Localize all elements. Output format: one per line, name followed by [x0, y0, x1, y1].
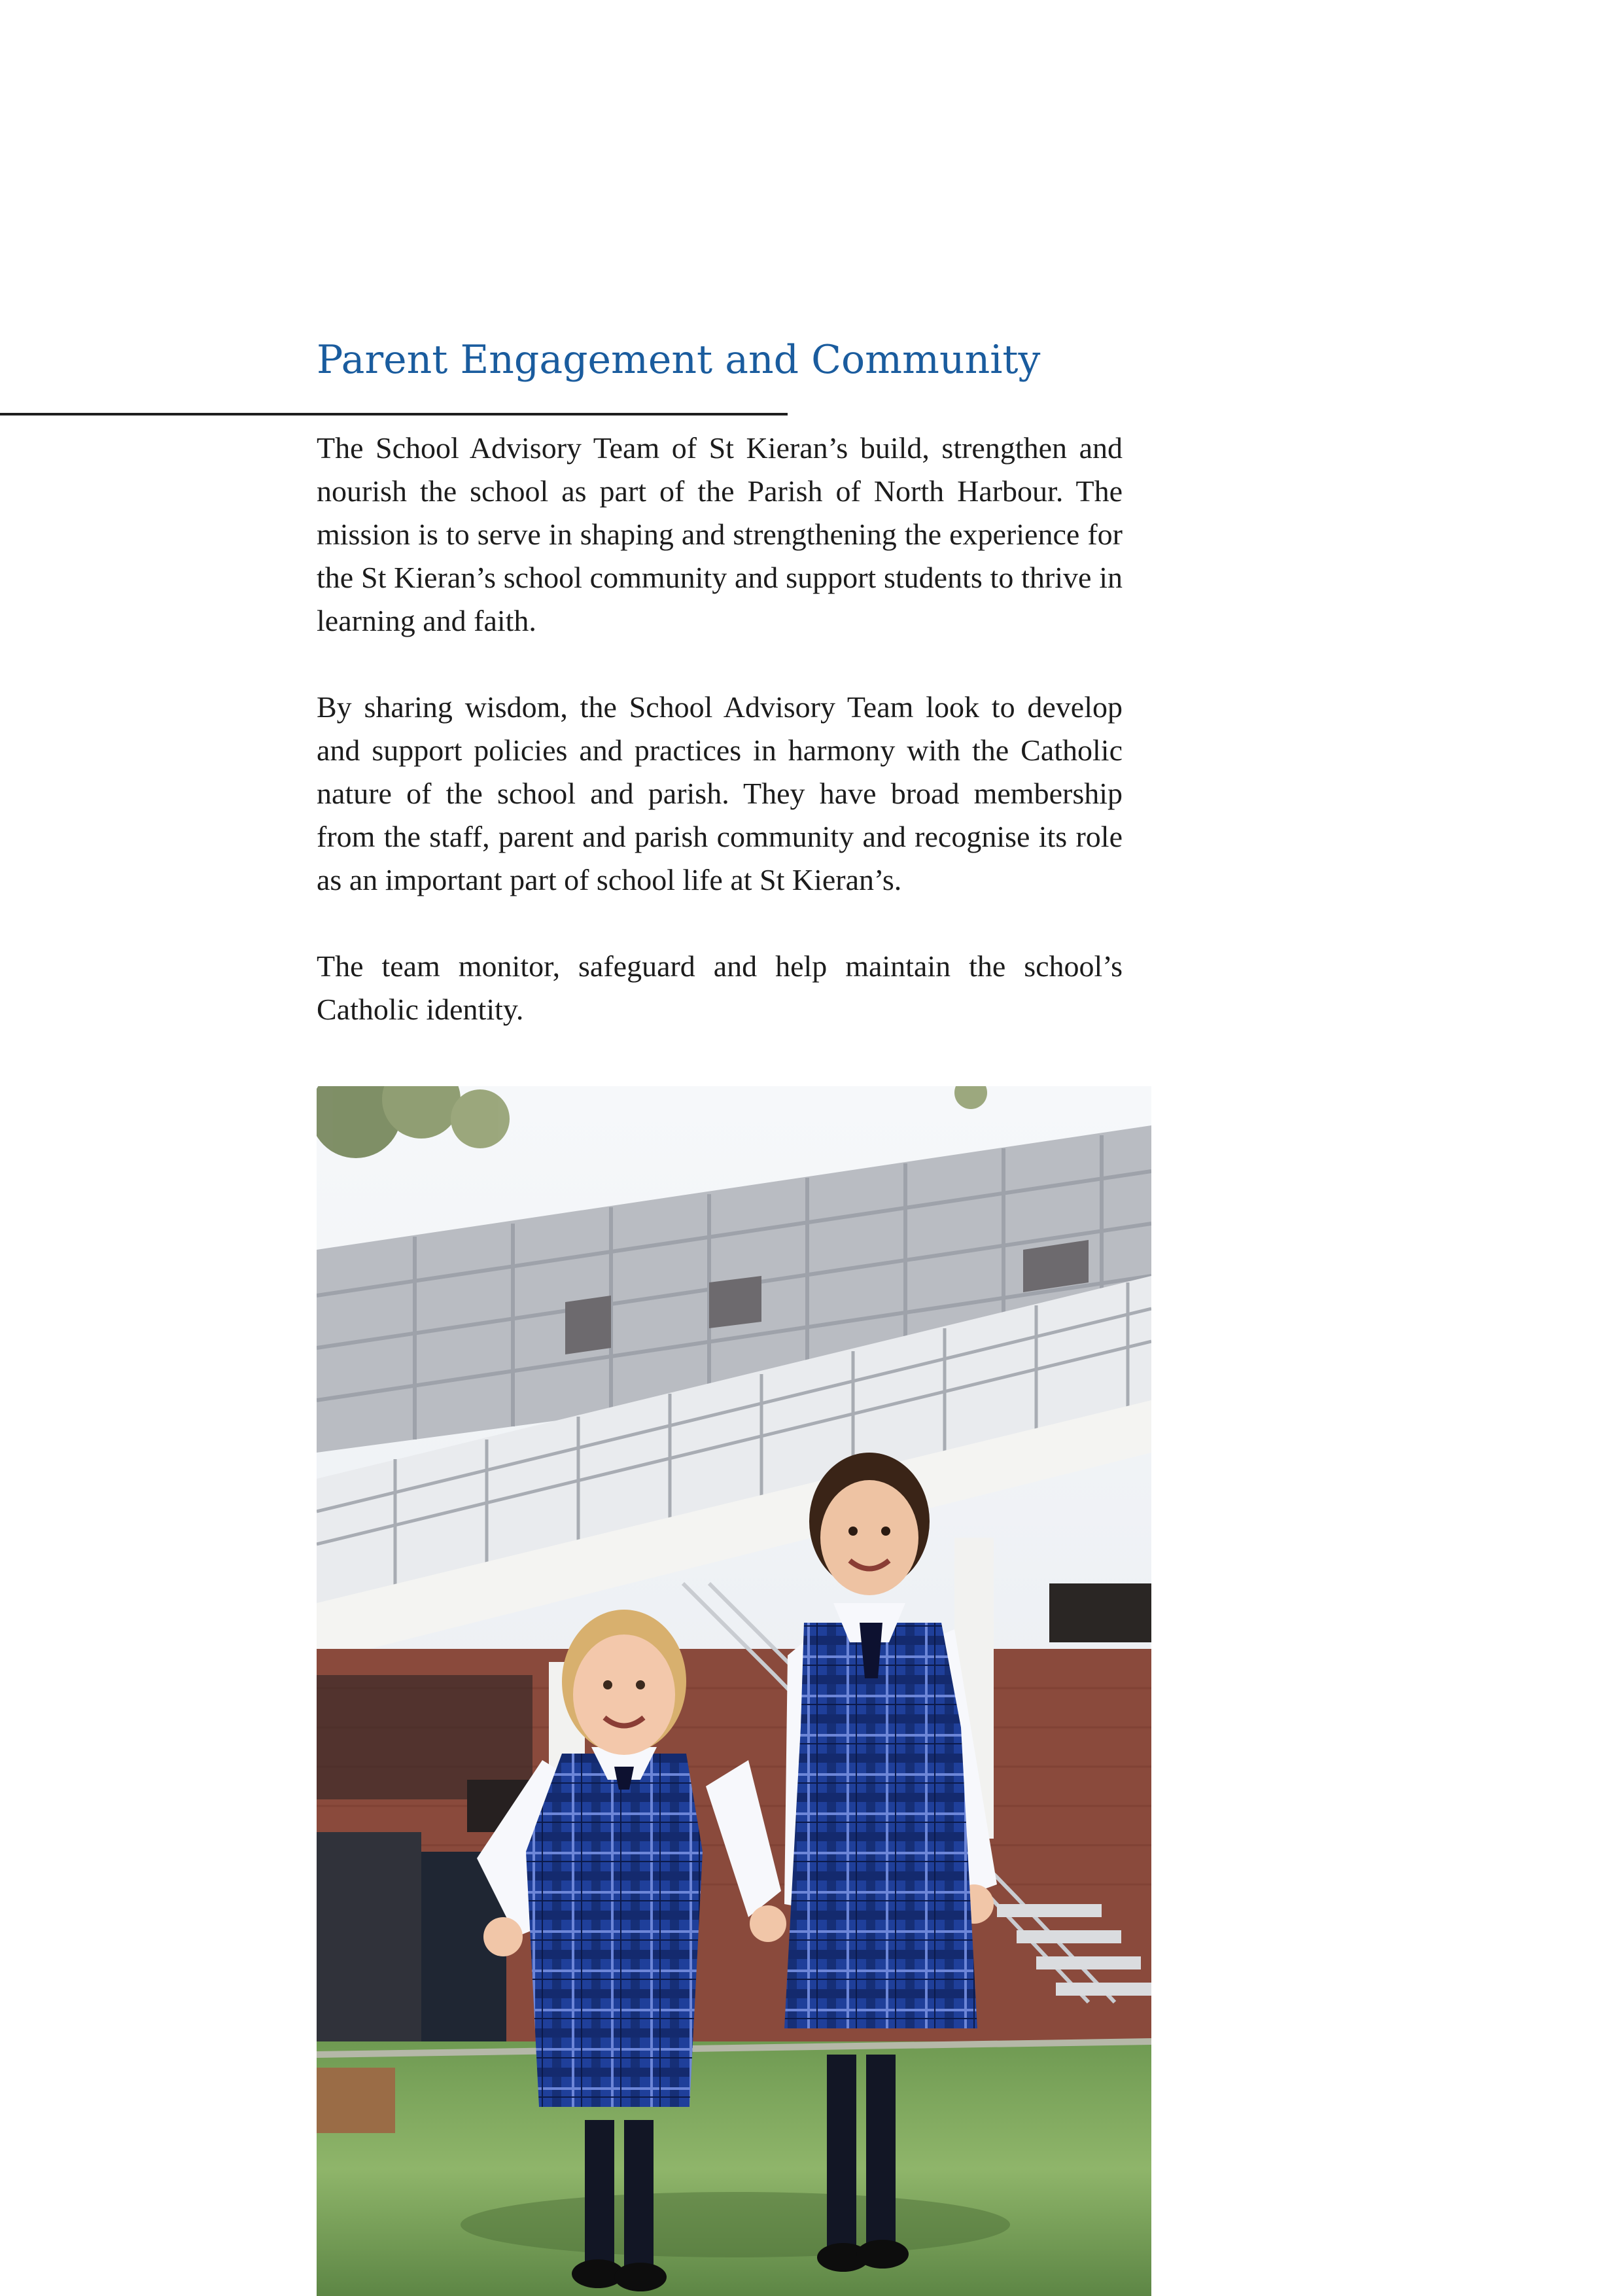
body-text: [317, 427, 1123, 1031]
paragraph-advisory-team: The School Advisory Team of St Kieran’s build, strengthen and nourish the school as part of the Parish of North Harbour. The mission is to serve in shaping and strengthening the experience for the St Kieran’s school community and support students to thrive in learning and faith.: [317, 431, 1123, 637]
paragraph-sharing-wisdom: By sharing wisdom, the School Advisory Team look to develop and support policies and practices in harmony with the Catholic nature of the school and parish. They have broad membership from the staff, parent and parish community and recognise its role as an important part of school life at St Kieran’s.: [317, 690, 1123, 896]
paragraph-catholic-identity: The team monitor, safeguard and help maintain the school’s Catholic identity.: [317, 949, 1123, 1026]
page-title: Parent Engagement and Community: [317, 337, 1041, 383]
heading-divider: [0, 413, 788, 415]
students-photo: [317, 1086, 1151, 2296]
